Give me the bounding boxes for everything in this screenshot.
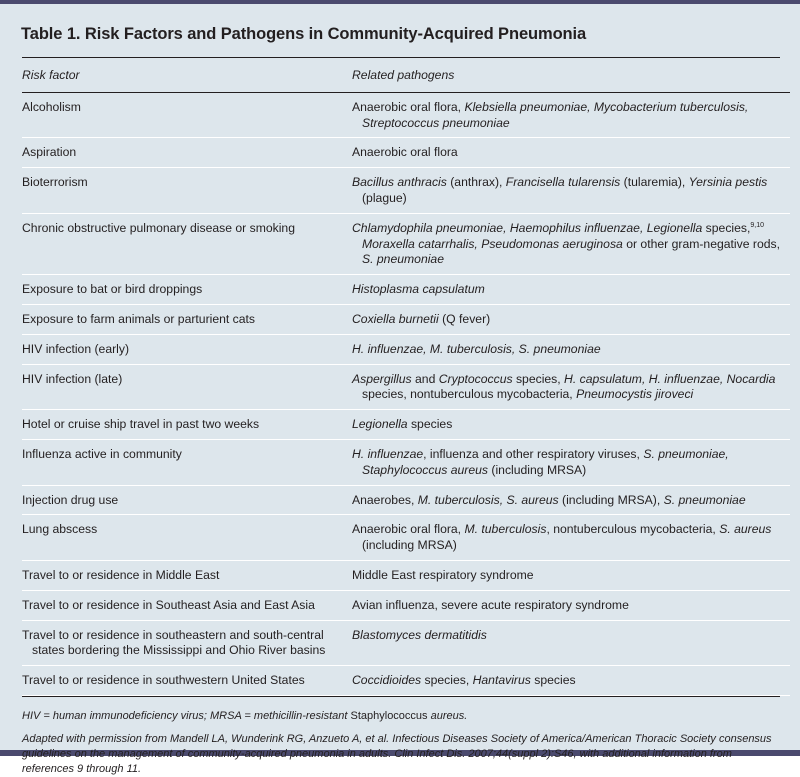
pathogens-cell xyxy=(352,275,790,305)
header-row xyxy=(22,58,790,92)
pathogen-text: and xyxy=(411,371,439,386)
pathogens-cell xyxy=(352,138,790,168)
risk-factor-cell: Exposure to farm animals or parturient cats xyxy=(22,304,352,334)
pathogen-text: Histoplasma capsulatum xyxy=(352,282,485,297)
pathogen-text: (including MRSA) xyxy=(488,462,587,477)
pathogens-cell xyxy=(352,439,790,485)
pathogens-cell xyxy=(352,213,790,274)
table-row xyxy=(22,560,790,590)
table-row xyxy=(22,168,790,214)
pathogen-text: M. tuberculosis, S. aureus xyxy=(417,492,559,507)
pathogen-text: , nontuberculous mycobacteria, xyxy=(546,522,720,537)
pathogens-cell xyxy=(352,666,790,696)
risk-factor-cell: Travel to or residence in Southeast Asia and East Asia xyxy=(22,590,352,620)
pathogens-cell xyxy=(352,620,790,666)
pathogen-text: Klebsiella pneumoniae, Mycobacterium tuberculosis, Streptococcus pneumoniae xyxy=(362,99,749,130)
table-row xyxy=(22,666,790,696)
pathogen-text: (including MRSA), xyxy=(558,492,664,507)
pathogen-text: Chlamydophila pneumoniae, Haemophilus influenzae, Legionella xyxy=(352,220,703,235)
risk-factor-cell: Influenza active in community xyxy=(22,439,352,485)
pathogen-text: Cryptococcus xyxy=(438,371,513,386)
risk-factor-cell: Alcoholism xyxy=(22,92,352,138)
pathogens-cell xyxy=(352,410,790,440)
table-row xyxy=(22,410,790,440)
pathogen-text: Hantavirus xyxy=(472,673,531,688)
table-row xyxy=(22,485,790,515)
risk-factor-cell: Bioterrorism xyxy=(22,168,352,214)
risk-factor-cell: Travel to or residence in southeastern and south-central states bordering the Mississippi and Ohio River basins xyxy=(22,620,352,666)
pathogens-cell xyxy=(352,92,790,138)
risk-factor-cell: Hotel or cruise ship travel in past two weeks xyxy=(22,410,352,440)
risk-factor-cell: Exposure to bat or bird droppings xyxy=(22,275,352,305)
pathogen-text: , influenza and other respiratory viruses, xyxy=(423,446,644,461)
pathogen-text: Aspergillus xyxy=(352,371,412,386)
pathogens-cell xyxy=(352,560,790,590)
pathogens-cell xyxy=(352,334,790,364)
pathogen-text: Bacillus anthracis xyxy=(352,175,447,190)
abbrev-roman-text: Staphylococcus xyxy=(350,709,428,722)
pathogen-text: Avian influenza, severe acute respiratory syndrome xyxy=(352,597,629,612)
pathogens-cell xyxy=(352,590,790,620)
pathogen-text: species xyxy=(530,673,576,688)
table-row xyxy=(22,364,790,410)
pathogen-text: S. pneumoniae, Staphylococcus aureus xyxy=(362,446,729,477)
risk-factor-cell: Injection drug use xyxy=(22,485,352,515)
pathogens-cell xyxy=(352,364,790,410)
pathogen-text: Legionella xyxy=(352,417,408,432)
pathogen-text: Coccidioides xyxy=(352,673,422,688)
pathogens-cell xyxy=(352,168,790,214)
pathogen-text: M. tuberculosis xyxy=(464,522,547,537)
table-row xyxy=(22,620,790,666)
table-row xyxy=(22,275,790,305)
table-row xyxy=(22,213,790,274)
pathogens-cell xyxy=(352,304,790,334)
pathogen-text: species, xyxy=(512,371,565,386)
pathogen-text: S. aureus xyxy=(719,522,772,537)
risk-factor-cell: HIV infection (early) xyxy=(22,334,352,364)
header-related-pathogens: Related pathogens xyxy=(352,58,790,92)
risk-factor-cell: Travel to or residence in southwestern United States xyxy=(22,666,352,696)
reference-superscript: 9,10 xyxy=(750,221,765,229)
pathogen-text: Coxiella burnetii xyxy=(352,311,439,326)
table-container xyxy=(10,8,790,777)
pathogen-text: Anaerobic oral flora, xyxy=(352,522,465,537)
risk-factor-cell: Chronic obstructive pulmonary disease or smoking xyxy=(22,213,352,274)
abbrev-suffix-text: aureus. xyxy=(427,709,468,722)
pathogen-text: Yersinia pestis xyxy=(688,175,768,190)
abbreviation-note xyxy=(22,697,778,724)
pathogen-text: Middle East respiratory syndrome xyxy=(352,567,534,582)
pathogen-text: (tularemia), xyxy=(620,175,689,190)
risk-factor-cell: Lung abscess xyxy=(22,515,352,561)
pathogen-text: S. pneumoniae xyxy=(663,492,746,507)
pathogen-text: (including MRSA) xyxy=(362,538,457,553)
pathogen-text: Francisella tularensis xyxy=(505,175,621,190)
pathogen-text: or other gram-negative rods, xyxy=(622,236,780,251)
risk-factor-cell: HIV infection (late) xyxy=(22,364,352,410)
pathogen-text: (Q fever) xyxy=(438,311,491,326)
table-row xyxy=(22,138,790,168)
abbrev-text: HIV = human immunodeficiency virus; MRSA = methicillin-resistant xyxy=(22,709,351,722)
table-row xyxy=(22,334,790,364)
pathogens-cell xyxy=(352,485,790,515)
pathogen-text: H. influenzae, M. tuberculosis, S. pneumoniae xyxy=(352,341,601,356)
pathogen-text: H. capsulatum, H. influenzae, Nocardia xyxy=(564,371,776,386)
table-title: Table 1. Risk Factors and Pathogens in Community-Acquired Pneumonia xyxy=(21,25,587,43)
pathogen-text: H. influenzae xyxy=(352,446,424,461)
table-row xyxy=(22,439,790,485)
table-row xyxy=(22,590,790,620)
pathogens-cell xyxy=(352,515,790,561)
pathogen-text: species, xyxy=(702,220,751,235)
pathogen-text: (anthrax), xyxy=(446,175,506,190)
risk-pathogen-table xyxy=(22,58,790,696)
pathogen-text: Anaerobic oral flora xyxy=(352,145,458,160)
pathogen-text: Anaerobic oral flora, xyxy=(352,99,465,114)
pathogen-text: Anaerobes, xyxy=(352,492,418,507)
table-row xyxy=(22,304,790,334)
footnotes xyxy=(22,697,778,777)
pathogen-text: Pneumocystis jiroveci xyxy=(576,387,694,402)
pathogen-text: Blastomyces dermatitidis xyxy=(352,627,487,642)
pathogen-text: S. pneumoniae xyxy=(362,252,444,267)
header-risk-factor: Risk factor xyxy=(22,58,352,92)
pathogen-text: species xyxy=(407,417,453,432)
source-note: Adapted with permission from Mandell LA, Wunderink RG, Anzueto A, et al. Infectious Diseases Society of America/American Thoracic Society consensus guidelines on the management of community-acquired pneumonia in adults. Clin Infect Dis. 2007;44(suppl 2):S46, with additional information from references 9 through 11. xyxy=(22,732,772,775)
pathogen-text: species, nontuberculous mycobacteria, xyxy=(362,387,577,402)
pathogen-text: species, xyxy=(421,673,473,688)
risk-factor-cell: Aspiration xyxy=(22,138,352,168)
pathogen-text: (plague) xyxy=(362,190,407,205)
pathogen-text: Moraxella catarrhalis, Pseudomonas aeruginosa xyxy=(362,236,623,251)
risk-factor-cell: Travel to or residence in Middle East xyxy=(22,560,352,590)
table-body xyxy=(22,92,790,695)
table-row xyxy=(22,515,790,561)
table-row xyxy=(22,92,790,138)
